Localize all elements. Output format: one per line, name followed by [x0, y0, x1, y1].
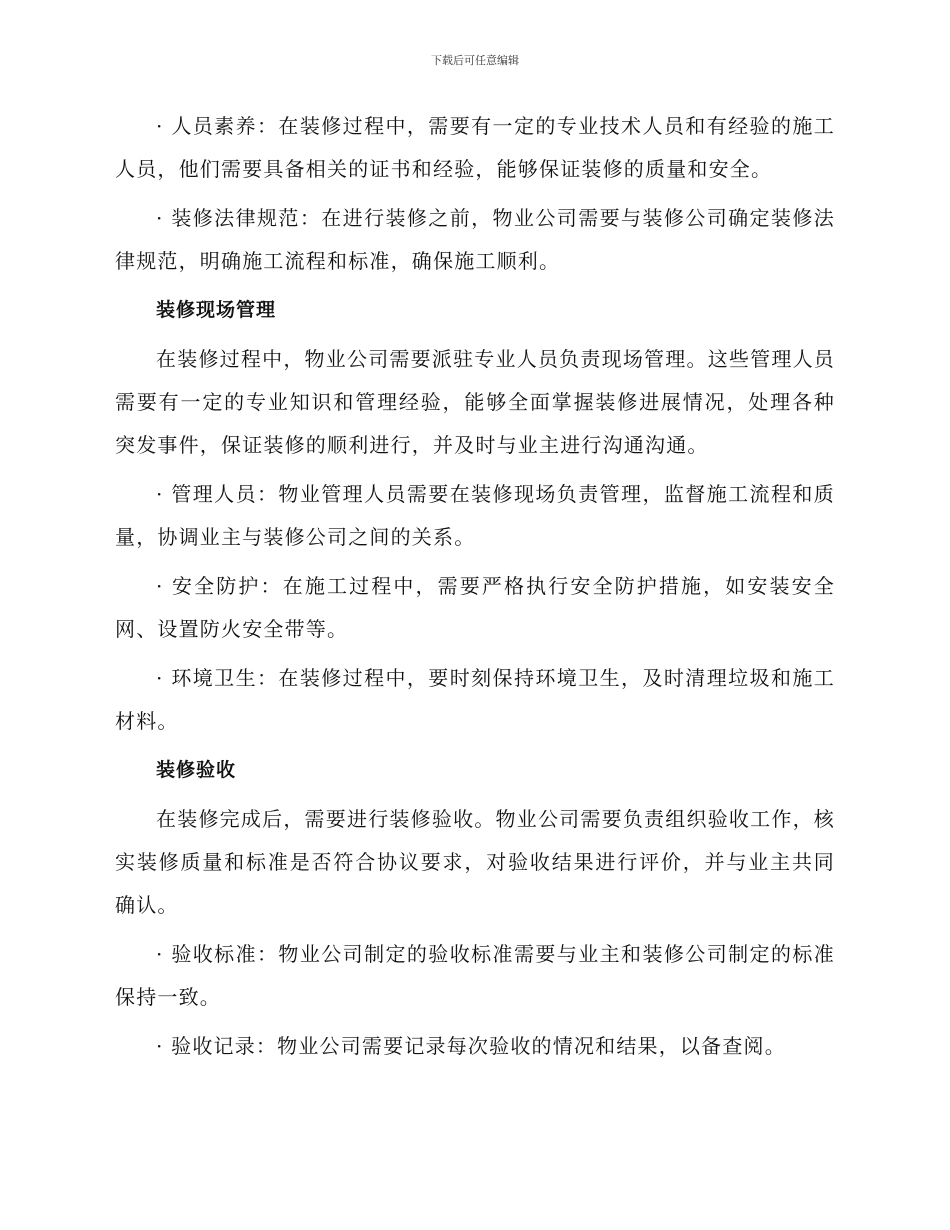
- bullet-personnel-quality: · 人员素养：在装修过程中，需要有一定的专业技术人员和有经验的施工人员，他们需要具备相关的证书和经验，能够保证装修的质量和安全。: [115, 114, 835, 181]
- paragraph-acceptance: 在装修完成后，需要进行装修验收。物业公司需要负责组织验收工作，核实装修质量和标准是否符合协议要求，对验收结果进行评价，并与业主共同确认。: [115, 807, 835, 917]
- page-header: 下载后可任意编辑: [431, 54, 519, 67]
- bullet-environmental-hygiene: · 环境卫生：在装修过程中，要时刻保持环境卫生，及时清理垃圾和施工材料。: [115, 666, 835, 733]
- bullet-acceptance-records: · 验收记录：物业公司需要记录每次验收的情况和结果，以备查阅。: [156, 1034, 786, 1058]
- section-heading-acceptance: 装修验收: [156, 759, 237, 781]
- bullet-management-staff: · 管理人员：物业管理人员需要在装修现场负责管理，监督施工流程和质量，协调业主与装修公司之间的关系。: [115, 482, 835, 549]
- bullet-acceptance-standards: · 验收标准：物业公司制定的验收标准需要与业主和装修公司制定的标准保持一致。: [115, 942, 835, 1009]
- document-body: [115, 105, 835, 1074]
- section-heading-site-management: 装修现场管理: [156, 299, 277, 321]
- bullet-renovation-legal-norms: · 装修法律规范：在进行装修之前，物业公司需要与装修公司确定装修法律规范，明确施工流程和标准，确保施工顺利。: [115, 206, 835, 273]
- paragraph-site-management: 在装修过程中，物业公司需要派驻专业人员负责现场管理。这些管理人员需要有一定的专业知识和管理经验，能够全面掌握装修进展情况，处理各种突发事件，保证装修的顺利进行，并及时与业主进行沟通沟通。: [115, 347, 835, 457]
- bullet-safety-protection: · 安全防护：在施工过程中，需要严格执行安全防护措施，如安装安全网、设置防火安全带等。: [115, 574, 835, 641]
